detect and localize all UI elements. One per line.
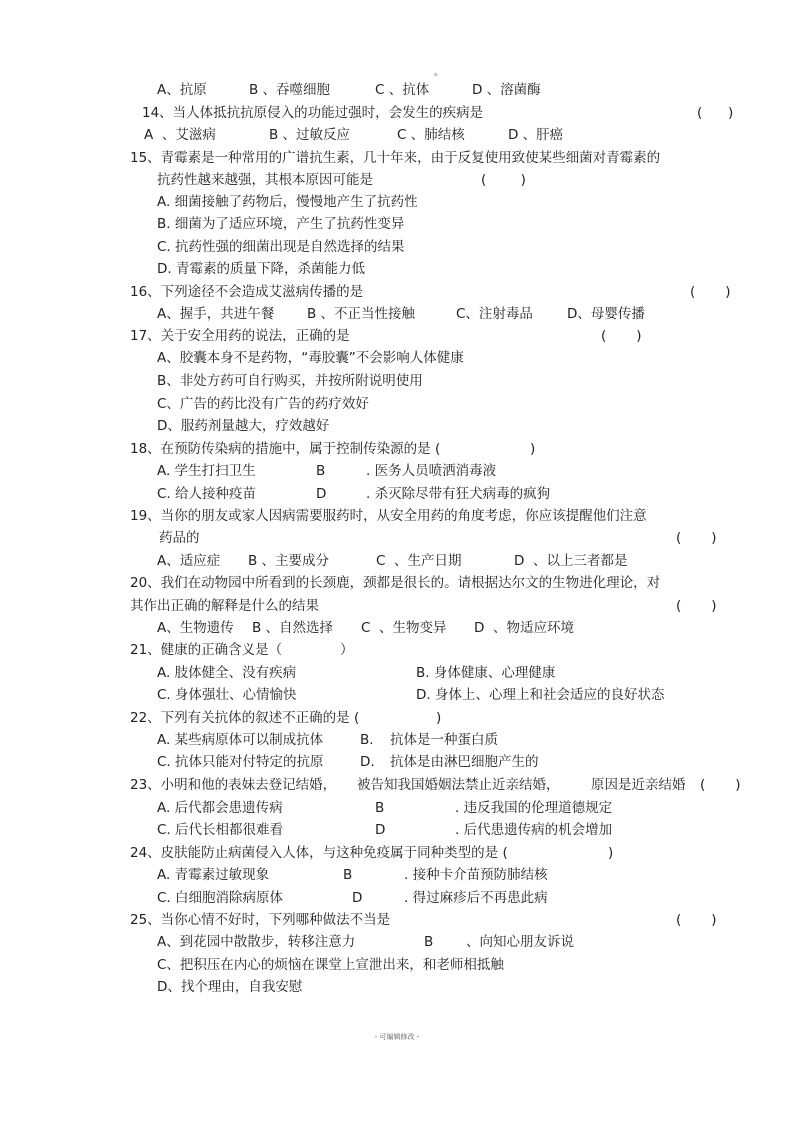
q21-option-b: B. 身体健康、心理健康 — [416, 665, 556, 681]
q14-option-d: D 、肝癌 — [508, 127, 564, 143]
q22-answer-bracket-close: ) — [436, 710, 442, 726]
q14-option-b: B 、过敏反应 — [269, 127, 351, 143]
q24-option-a: A. 青霉素过敏现象 — [157, 867, 270, 883]
q18-answer-bracket-close: ) — [530, 441, 536, 457]
q20-option-b: B 、自然选择 — [252, 620, 334, 636]
q17-answer-bracket: ( ) — [601, 328, 642, 344]
q23-answer-bracket: ( ) — [700, 777, 741, 793]
q19-stem-line1: 19、当你的朋友或家人因病需要服药时，从安全用药的角度考虑，你应该提醒他们注意 — [130, 508, 647, 524]
q19-answer-bracket: ( ) — [676, 530, 717, 546]
q17-option-c: C、广告的药比没有广告的药疗效好 — [157, 396, 369, 412]
q23-option-d-letter: D — [375, 822, 386, 838]
q24-option-c: C. 白细胞消除病原体 — [157, 890, 284, 906]
q19-stem-line2: 药品的 — [159, 530, 200, 546]
q21-option-a: A. 肢体健全、没有疾病 — [157, 665, 297, 681]
q14-answer-bracket: ( ) — [697, 105, 734, 121]
q14-option-a: A 、艾滋病 — [144, 127, 216, 143]
q23-stem-part2: 被告知我国婚姻法禁止近亲结婚， — [357, 777, 560, 793]
q22-option-b-letter: B. — [360, 732, 374, 748]
q23-stem-part3: 原因是近亲结婚 — [591, 777, 686, 793]
q18-option-d-letter: D — [316, 486, 327, 502]
q20-option-d: D 、物适应环境 — [474, 620, 574, 636]
q19-option-d: D 、以上三者都是 — [514, 553, 628, 569]
q15-answer-bracket: ( ) — [481, 172, 526, 188]
q22-option-d-text: 抗体是由淋巴细胞产生的 — [390, 754, 539, 770]
q19-option-c: C 、生产日期 — [376, 553, 462, 569]
q21-answer-bracket-close: ） — [340, 642, 354, 658]
q17-stem: 17、关于安全用药的说法，正确的是 — [130, 328, 350, 344]
q13-option-d: D 、溶菌酶 — [472, 82, 541, 98]
q18-stem: 18、在预防传染病的措施中，属于控制传染源的是 ( — [130, 441, 441, 457]
q19-option-b: B 、主要成分 — [248, 553, 330, 569]
q21-option-c: C. 身体强壮、心情愉快 — [157, 687, 297, 703]
q16-answer-bracket: ( ) — [690, 284, 731, 300]
q18-option-c: C. 给人接种疫苗 — [157, 486, 257, 502]
q20-answer-bracket: ( ) — [676, 598, 717, 614]
q23-option-d-text: . 后代患遗传病的机会增加 — [455, 822, 613, 838]
page-footer: - 可编辑修改 - — [374, 1033, 420, 1041]
q20-stem-line2: 其作出正确的解释是什么的结果 — [130, 598, 319, 614]
q24-stem: 24、皮肤能防止病菌侵入人体，与这种免疫属于同种类型的是 ( — [130, 845, 508, 861]
q25-option-d: D、找个理由，自我安慰 — [157, 979, 303, 995]
q16-option-a: A、握手，共进午餐 — [157, 306, 275, 322]
q24-option-b-letter: B — [343, 867, 353, 883]
q23-stem-part1: 23、小明和他的表妹去登记结婚， — [130, 777, 337, 793]
q20-option-c: C 、生物变异 — [361, 620, 447, 636]
q24-option-d-text: . 得过麻疹后不再患此病 — [404, 890, 548, 906]
q13-option-a: A、抗原 — [157, 82, 207, 98]
q25-answer-bracket: ( ) — [676, 912, 717, 928]
q13-option-c: C 、抗体 — [375, 82, 430, 98]
q20-option-a: A、生物遗传 — [157, 620, 234, 636]
q20-stem-line1: 20、我们在动物园中所看到的长颈鹿，颈都是很长的。请根据达尔文的生物进化理论，对 — [130, 575, 661, 591]
q18-option-d-text: . 杀灭除尽带有狂犬病毒的疯狗 — [366, 486, 551, 502]
q22-option-b-text: 抗体是一种蛋白质 — [390, 732, 498, 748]
q23-option-a: A. 后代都会患遗传病 — [157, 800, 283, 816]
q15-stem-line1: 15、青霉素是一种常用的广谱抗生素，几十年来，由于反复使用致使某些细菌对青霉素的 — [130, 150, 661, 166]
q15-option-c: C. 抗药性强的细菌出现是自然选择的结果 — [157, 239, 405, 255]
q17-option-a: A、胶囊本身不是药物，“毒胶囊”不会影响人体健康 — [157, 350, 464, 366]
q15-option-b: B. 细菌为了适应环境，产生了抗药性变异 — [157, 216, 405, 232]
q16-option-d: D、母婴传播 — [567, 306, 645, 322]
q23-option-c: C. 后代长相都很难看 — [157, 822, 284, 838]
page-mark: 。 — [434, 68, 444, 78]
q22-option-a: A. 某些病原体可以制成抗体 — [157, 732, 324, 748]
q24-option-b-text: . 接种卡介苗预防肺结核 — [404, 867, 548, 883]
q13-option-b: B 、吞噬细胞 — [249, 82, 331, 98]
q14-stem: 14、当人体抵抗抗原侵入的功能过强时，会发生的疾病是 — [142, 105, 484, 121]
q22-stem: 22、下列有关抗体的叙述不正确的是 ( — [130, 710, 360, 726]
q17-option-d: D、服药剂量越大，疗效越好 — [157, 418, 330, 434]
q16-option-c: C、注射毒品 — [456, 306, 533, 322]
q14-option-c: C 、肺结核 — [397, 127, 465, 143]
q25-option-a: A、到花园中散散步，转移注意力 — [157, 934, 356, 950]
q25-stem: 25、当你心情不好时，下列哪种做法不当是 — [130, 912, 391, 928]
q15-option-d: D. 青霉素的质量下降，杀菌能力低 — [157, 261, 365, 277]
q25-option-c: C、把积压在内心的烦恼在课堂上宣泄出来，和老师相抵触 — [157, 957, 504, 973]
q19-option-a: A、适应症 — [157, 553, 221, 569]
q18-option-b-text: . 医务人员喷洒消毒液 — [366, 463, 497, 479]
q22-option-c: C. 抗体只能对付特定的抗原 — [157, 754, 324, 770]
q17-option-b: B、非处方药可自行购买，并按所附说明使用 — [157, 373, 423, 389]
q21-option-d: D. 身体上、心理上和社会适应的良好状态 — [416, 687, 665, 703]
q23-option-b-letter: B — [375, 800, 385, 816]
q18-option-b-letter: B — [316, 463, 326, 479]
q25-option-b-letter: B — [424, 934, 434, 950]
q16-stem: 16、下列途径不会造成艾滋病传播的是 — [130, 284, 364, 300]
q18-option-a: A. 学生打扫卫生 — [157, 463, 256, 479]
q24-option-d-letter: D — [352, 890, 363, 906]
q16-option-b: B 、不正当性接触 — [307, 306, 416, 322]
q22-option-d-letter: D. — [360, 754, 375, 770]
q15-stem-line2: 抗药性越来越强，其根本原因可能是 — [157, 172, 373, 188]
q15-option-a: A. 细菌接触了药物后，慢慢地产生了抗药性 — [157, 194, 418, 210]
q25-option-b-text: 、向知心朋友诉说 — [466, 934, 574, 950]
q23-option-b-text: . 违反我国的伦理道德规定 — [455, 800, 613, 816]
q21-stem: 21、健康的正确含义是（ — [130, 642, 283, 658]
q24-answer-bracket-close: ) — [608, 845, 614, 861]
